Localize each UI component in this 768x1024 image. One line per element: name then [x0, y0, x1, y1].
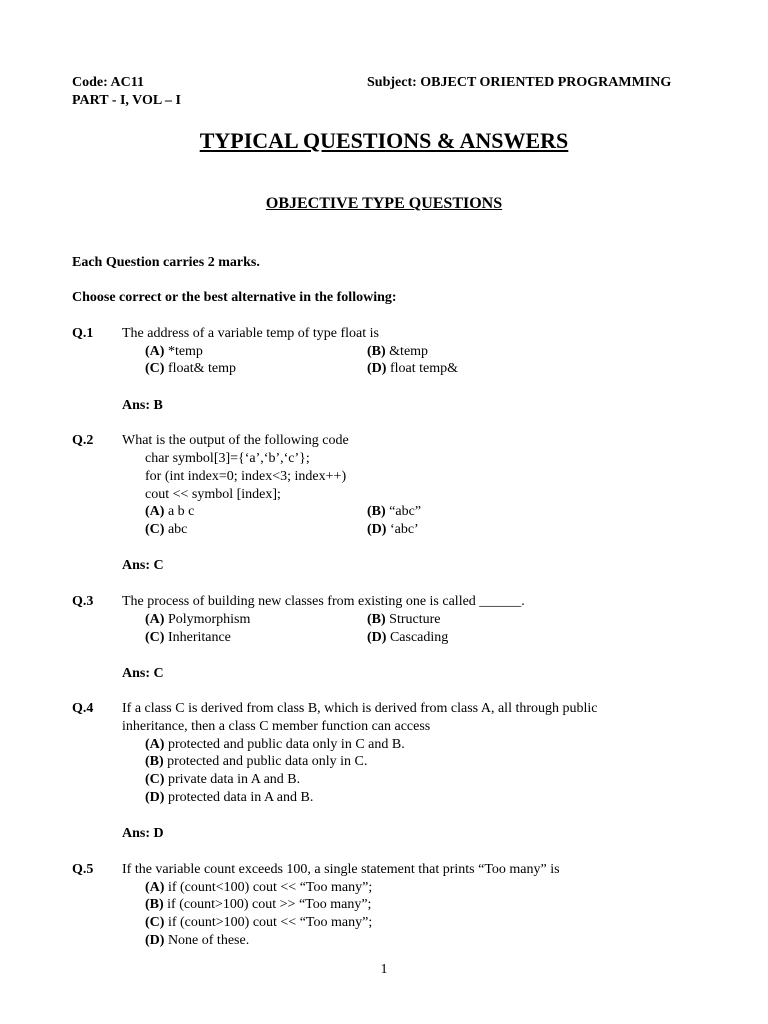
page-title: TYPICAL QUESTIONS & ANSWERS	[199, 128, 569, 153]
question-text: If a class C is derived from class B, which is derived from class A, all through public	[122, 701, 598, 716]
option-a: (A) protected and public data only in C and B.	[145, 737, 405, 752]
section-title: OBJECTIVE TYPE QUESTIONS	[265, 195, 503, 212]
question-number: Q.3	[72, 594, 94, 609]
code-line: char symbol[3]={‘a’,‘b’,‘c’};	[145, 451, 310, 466]
question-number: Q.1	[72, 326, 94, 341]
option-b: (B) &temp	[367, 344, 429, 359]
option-a: (A) a b c	[145, 504, 195, 519]
answer: Ans: D	[122, 826, 164, 841]
question-text: The address of a variable temp of type float is	[122, 326, 379, 341]
question-text: If the variable count exceeds 100, a single statement that prints “Too many” is	[122, 862, 560, 877]
option-a: (A) *temp	[145, 344, 203, 359]
option-a: (A) Polymorphism	[145, 612, 251, 627]
choose-instruction: Choose correct or the best alternative in the following:	[72, 290, 397, 305]
question-text: The process of building new classes from existing one is called ______.	[122, 594, 525, 609]
question-number: Q.4	[72, 701, 94, 716]
subject-line: Subject: OBJECT ORIENTED PROGRAMMING	[367, 75, 672, 90]
option-c: (C) abc	[145, 522, 188, 537]
page-number: 1	[380, 962, 388, 977]
marks-instruction: Each Question carries 2 marks.	[72, 255, 260, 270]
option-b: (B) protected and public data only in C.	[145, 754, 368, 769]
option-b: (B) Structure	[367, 612, 441, 627]
option-b: (B) if (count>100) cout >> “Too many”;	[145, 897, 372, 912]
option-d: (D) Cascading	[367, 630, 449, 645]
option-c: (C) float& temp	[145, 361, 236, 376]
answer: Ans: C	[122, 558, 164, 573]
code-line: for (int index=0; index<3; index++)	[145, 469, 347, 484]
option-d: (D) float temp&	[367, 361, 458, 376]
answer: Ans: B	[122, 398, 163, 413]
option-a: (A) if (count<100) cout << “Too many”;	[145, 880, 373, 895]
option-b: (B) “abc”	[367, 504, 422, 519]
part-volume: PART - I, VOL – I	[72, 93, 181, 108]
option-d: (D) None of these.	[145, 933, 250, 948]
course-code: Code: AC11	[72, 75, 144, 90]
code-line: cout << symbol [index];	[145, 487, 281, 502]
question-text: What is the output of the following code	[122, 433, 349, 448]
question-text: inheritance, then a class C member function can access	[122, 719, 431, 734]
option-c: (C) private data in A and B.	[145, 772, 301, 787]
option-c: (C) if (count>100) cout << “Too many”;	[145, 915, 373, 930]
answer: Ans: C	[122, 666, 164, 681]
option-c: (C) Inheritance	[145, 630, 231, 645]
option-d: (D) protected data in A and B.	[145, 790, 314, 805]
question-number: Q.5	[72, 862, 94, 877]
question-number: Q.2	[72, 433, 94, 448]
option-d: (D) ‘abc’	[367, 522, 419, 537]
